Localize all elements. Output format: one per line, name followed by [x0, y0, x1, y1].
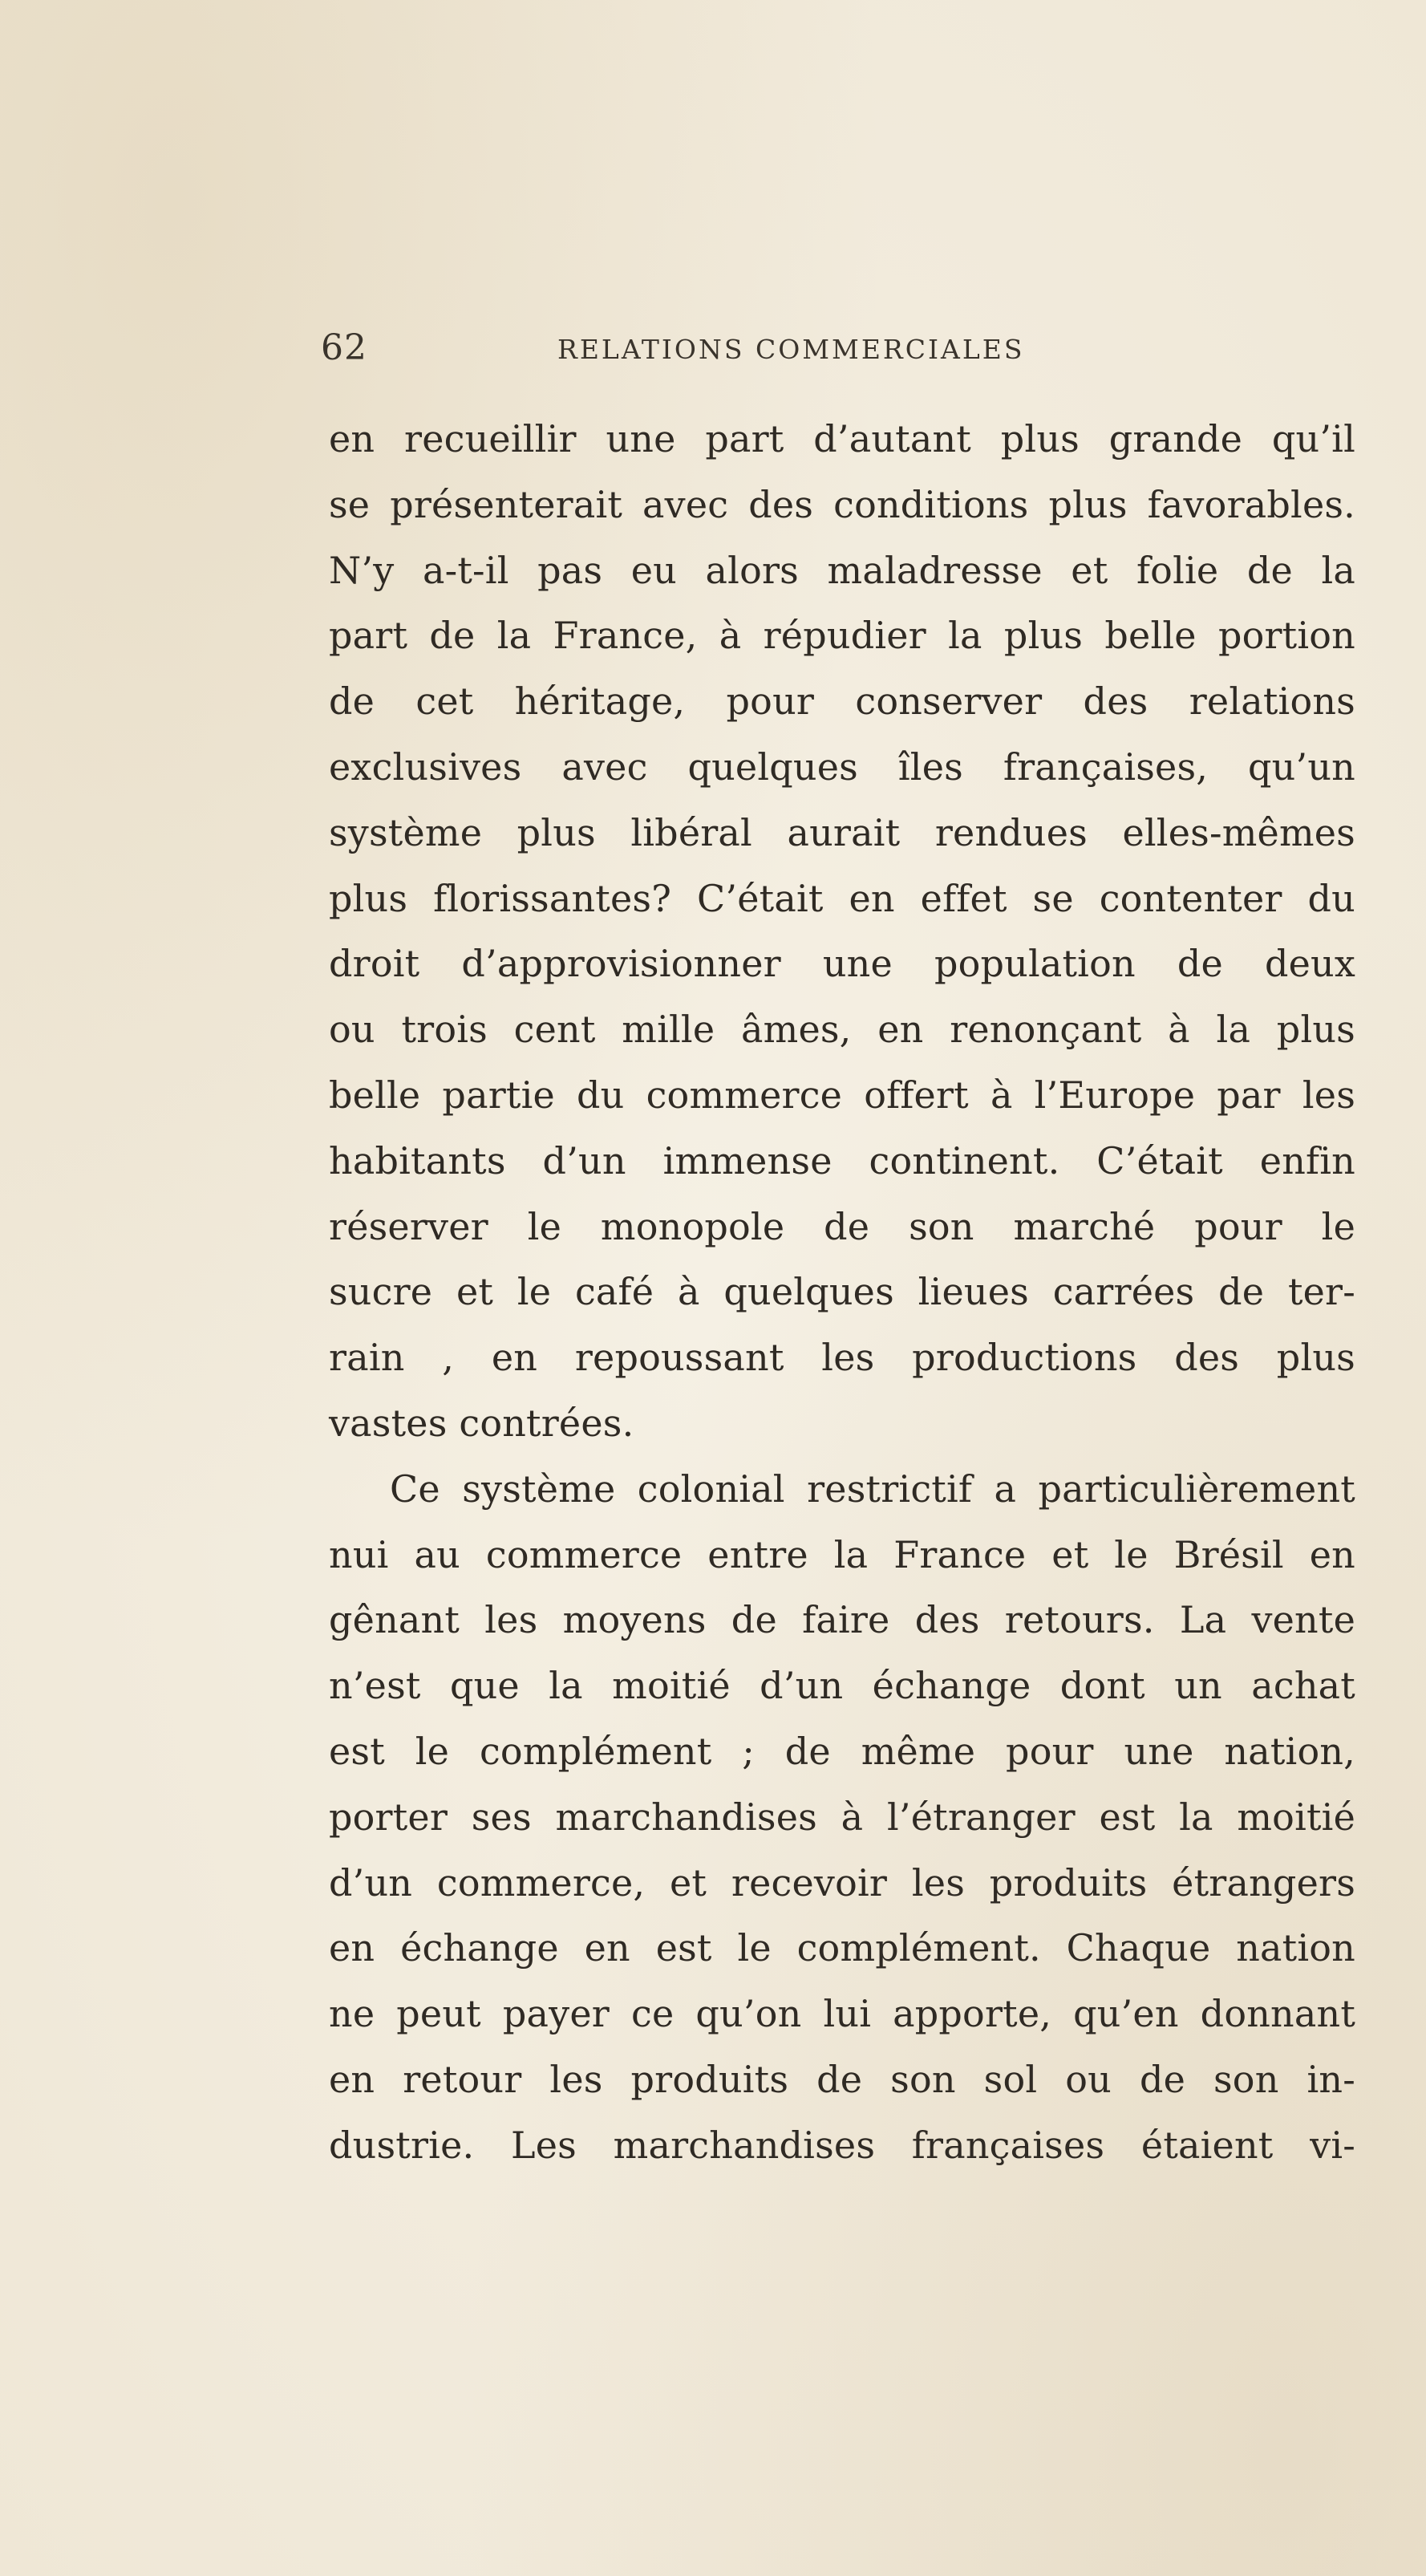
- running-title: RELATIONS COMMERCIALES: [557, 334, 1025, 365]
- text-line: exclusives avec quelques îles françaises, qu’un: [329, 744, 1355, 789]
- text-line: belle partie du commerce offert à l’Europe par les: [329, 1073, 1355, 1117]
- text-line: de cet héritage, pour conserver des relations: [329, 679, 1355, 724]
- text-line: d’un commerce, et recevoir les produits étrangers: [329, 1860, 1355, 1905]
- text-line: porter ses marchandises à l’étranger est la moitié: [329, 1795, 1355, 1839]
- body-text: [329, 407, 1355, 2179]
- text-line: dustrie. Les marchandises françaises étaient vi-: [329, 2123, 1355, 2167]
- text-line: habitants d’un immense continent. C’était enfin: [329, 1138, 1355, 1183]
- page-number: 62: [321, 327, 367, 368]
- text-line: sucre et le café à quelques lieues carrées de ter-: [329, 1270, 1355, 1314]
- text-line: se présenterait avec des conditions plus favorables.: [329, 482, 1355, 526]
- text-line: ou trois cent mille âmes, en renonçant à la plus: [329, 1008, 1355, 1052]
- text-line: vastes contrées.: [329, 1401, 634, 1445]
- text-line: ne peut payer ce qu’on lui apporte, qu’en donnant: [329, 1992, 1355, 2036]
- text-line: part de la France, à répudier la plus belle portion: [329, 614, 1355, 658]
- text-line: en recueillir une part d’autant plus grande qu’il: [329, 417, 1355, 460]
- text-line: gênant les moyens de faire des retours. La vente: [329, 1598, 1355, 1642]
- text-line: N’y a-t-il pas eu alors maladresse et folie de la: [329, 548, 1355, 592]
- text-line: plus florissantes? C’était en effet se contenter du: [329, 876, 1355, 920]
- text-line: système plus libéral aurait rendues elles-mêmes: [329, 810, 1355, 854]
- text-line: est le complément ; de même pour une nation,: [329, 1729, 1355, 1773]
- text-line: en retour les produits de son sol ou de son in-: [329, 2057, 1355, 2101]
- running-head: [321, 327, 1355, 375]
- text-line: Ce système colonial restrictif a particulièrement: [390, 1466, 1355, 1511]
- text-line: droit d’approvisionner une population de deux: [329, 942, 1355, 986]
- text-line: rain , en repoussant les productions des plus: [329, 1336, 1355, 1380]
- text-line: n’est que la moitié d’un échange dont un achat: [329, 1664, 1355, 1708]
- text-line: en échange en est le complément. Chaque nation: [329, 1926, 1355, 1970]
- text-line: réserver le monopole de son marché pour le: [329, 1204, 1355, 1248]
- text-line: nui au commerce entre la France et le Brésil en: [329, 1532, 1355, 1576]
